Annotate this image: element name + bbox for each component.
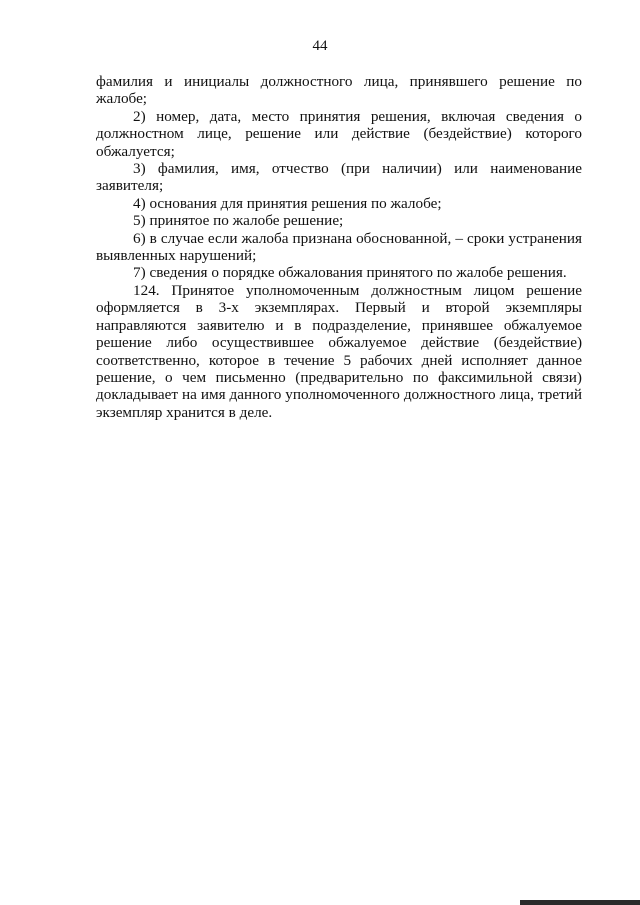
list-item-4: 4) основания для принятия решения по жалобе;: [133, 194, 442, 212]
list-item-3: 3) фамилия, имя, отчество (при наличии) или наименование заявителя;: [96, 160, 582, 195]
scan-edge-mark: [520, 900, 640, 905]
list-item-6: 6) в случае если жалоба признана обоснованной, – сроки устранения выявленных нарушений;: [96, 229, 582, 265]
paragraph-continuation: фамилия и инициалы должностного лица, принявшего решение по жалобе;: [96, 73, 582, 108]
document-body: [96, 73, 582, 421]
page-number: 44: [312, 38, 328, 54]
clause-124: 124. Принятое уполномоченным должностным лицом решение оформляется в 3-х экземплярах. Первый и второй экземпляры направляются заявителю и в подразделение, принявшее обжалуемое решение либо осуществившее обжалуемое действие (бездействие) соответственно, которое в течение 5 рабочих дней исполняет данное решение, о чем письменно (предварительно по факсимильной связи) докладывает на имя данного уполномоченного должностного лица, третий экземпляр хранится в деле.: [96, 281, 582, 421]
list-item-7: 7) сведения о порядке обжалования принятого по жалобе решения.: [133, 264, 567, 282]
list-item-5: 5) принятое по жалобе решение;: [133, 212, 344, 230]
list-item-2: 2) номер, дата, место принятия решения, включая сведения о должностном лице, решение или действие (бездействие) которого обжалуется;: [96, 107, 582, 160]
